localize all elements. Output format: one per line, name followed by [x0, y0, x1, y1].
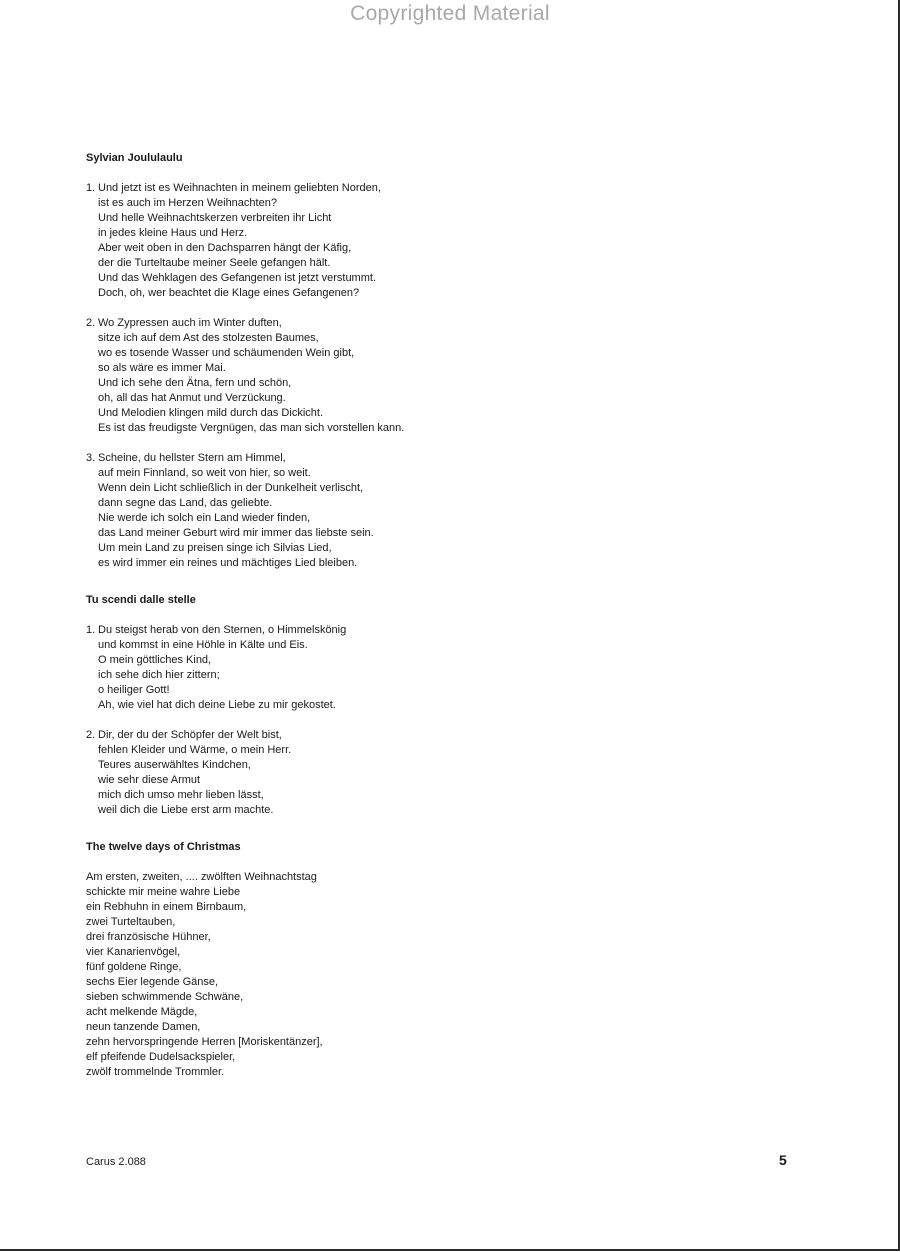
- verse-line-text: Und jetzt ist es Weihnachten in meinem geliebten Norden,: [98, 182, 381, 194]
- verse-line-text: sechs Eier legende Gänse,: [86, 976, 219, 988]
- verse-line-text: elf pfeifende Dudelsackspieler,: [86, 1051, 236, 1063]
- verse-line: [86, 803, 646, 818]
- verse-line: [86, 241, 646, 256]
- verse-line-text: Und Melodien klingen mild durch das Dickicht.: [98, 407, 323, 419]
- song-section: [86, 151, 646, 571]
- verse-line: [86, 361, 646, 376]
- verse-line: [86, 623, 646, 638]
- verse-line-text: Du steigst herab von den Sternen, o Himmelskönig: [98, 624, 347, 636]
- verse-line-text: Teures auserwähltes Kindchen,: [98, 759, 251, 771]
- verse-line-text: Um mein Land zu preisen singe ich Silvias Lied,: [98, 542, 332, 554]
- verse-line-text: vier Kanarienvögel,: [86, 946, 181, 958]
- verse-line: [86, 975, 646, 990]
- verse-line: [86, 945, 646, 960]
- verse-line: [86, 960, 646, 975]
- verse-line: [86, 885, 646, 900]
- song-section: [86, 593, 646, 818]
- verse-line: [86, 421, 646, 436]
- verse-line-text: schickte mir meine wahre Liebe: [86, 886, 241, 898]
- verse-line-text: zehn hervorspringende Herren [Moriskentänzer],: [86, 1036, 323, 1048]
- verse-line-text: fehlen Kleider und Wärme, o mein Herr.: [98, 744, 292, 756]
- verse-line-text: so als wäre es immer Mai.: [98, 362, 226, 374]
- verse-line-text: neun tanzende Damen,: [86, 1021, 201, 1033]
- verse: [86, 451, 646, 571]
- verse-line-text: weil dich die Liebe erst arm machte.: [98, 804, 274, 816]
- verse-line-text: acht melkende Mägde,: [86, 1006, 198, 1018]
- verse-line: [86, 331, 646, 346]
- verse-line: [86, 990, 646, 1005]
- verse-line: [86, 683, 646, 698]
- page-number: 5: [779, 1152, 787, 1168]
- verse-line: [86, 256, 646, 271]
- verse-line-text: O mein göttliches Kind,: [98, 654, 212, 666]
- catalog-number: Carus 2.088: [86, 1156, 146, 1168]
- verse-line: [86, 286, 646, 301]
- verse-line: [86, 376, 646, 391]
- song-title: Tu scendi dalle stelle: [86, 594, 196, 606]
- verse-line-text: Doch, oh, wer beachtet die Klage eines Gefangenen?: [98, 287, 360, 299]
- verse-line: [86, 181, 646, 196]
- verse-line-text: mich dich umso mehr lieben lässt,: [98, 789, 264, 801]
- verse-line: [86, 316, 646, 331]
- verse-line-text: Am ersten, zweiten, .... zwölften Weihnachtstag: [86, 871, 317, 883]
- verse-line: [86, 526, 646, 541]
- verse-line-text: Aber weit oben in den Dachsparren hängt der Käfig,: [98, 242, 352, 254]
- verse-line-text: Es ist das freudigste Vergnügen, das man sich vorstellen kann.: [98, 422, 405, 434]
- verse-line-text: und kommst in eine Höhle in Kälte und Eis.: [98, 639, 308, 651]
- verse: [86, 181, 646, 301]
- verse-line-text: ein Rebhuhn in einem Birnbaum,: [86, 901, 247, 913]
- song-title: The twelve days of Christmas: [86, 841, 241, 853]
- verse-line: [86, 1050, 646, 1065]
- verse-line: [86, 211, 646, 226]
- verse-line: [86, 196, 646, 211]
- verse-line: [86, 638, 646, 653]
- verse-number: 2.: [86, 317, 96, 329]
- verse-line: [86, 773, 646, 788]
- verse-line: [86, 511, 646, 526]
- verse-line: [86, 930, 646, 945]
- verse-line-text: ich sehe dich hier zittern;: [98, 669, 220, 681]
- verse-line: [86, 758, 646, 773]
- verse-line-text: Und ich sehe den Ätna, fern und schön,: [98, 377, 292, 389]
- verse-line-text: sitze ich auf dem Ast des stolzesten Baumes,: [98, 332, 319, 344]
- verse-line: [86, 406, 646, 421]
- verse-line-text: zwölf trommelnde Trommler.: [86, 1066, 225, 1078]
- verse-line: [86, 915, 646, 930]
- verse-line-text: Nie werde ich solch ein Land wieder finden,: [98, 512, 311, 524]
- verse-line: [86, 451, 646, 466]
- verse-line: [86, 541, 646, 556]
- verse-line: [86, 1005, 646, 1020]
- verse-line: [86, 698, 646, 713]
- verse-number: 1.: [86, 182, 96, 194]
- verse-line-text: auf mein Finnland, so weit von hier, so weit.: [98, 467, 311, 479]
- verse-line: [86, 466, 646, 481]
- verse-line: [86, 743, 646, 758]
- verse: [86, 728, 646, 818]
- verse: [86, 316, 646, 436]
- verse-line: [86, 788, 646, 803]
- verse-line-text: oh, all das hat Anmut und Verzückung.: [98, 392, 286, 404]
- verse-line-text: fünf goldene Ringe,: [86, 961, 182, 973]
- verse-line-text: wie sehr diese Armut: [98, 774, 201, 786]
- verse-line: [86, 870, 646, 885]
- verse: [86, 623, 646, 713]
- watermark: Copyrighted Material: [350, 2, 550, 25]
- lyrics-content: [86, 151, 646, 1102]
- verse-line: [86, 900, 646, 915]
- verse-number: 3.: [86, 452, 96, 464]
- verse-line: [86, 481, 646, 496]
- verse-line: [86, 226, 646, 241]
- song-section: [86, 840, 646, 1080]
- verse-line-text: o heiliger Gott!: [98, 684, 170, 696]
- verse-line-text: drei französische Hühner,: [86, 931, 211, 943]
- verse-line: [86, 1020, 646, 1035]
- verse-line-text: Dir, der du der Schöpfer der Welt bist,: [98, 729, 282, 741]
- verse-line: [86, 1065, 646, 1080]
- verse-line: [86, 271, 646, 286]
- verse-line: [86, 728, 646, 743]
- verse-line: [86, 346, 646, 361]
- verse-number: 1.: [86, 624, 96, 636]
- verse-line: [86, 653, 646, 668]
- verse-line-text: ist es auch im Herzen Weihnachten?: [98, 197, 277, 209]
- verse-line-text: Ah, wie viel hat dich deine Liebe zu mir gekostet.: [98, 699, 336, 711]
- verse-line: [86, 556, 646, 571]
- verse-number: 2.: [86, 729, 96, 741]
- verse-line-text: Wenn dein Licht schließlich in der Dunkelheit verlischt,: [98, 482, 364, 494]
- verse-line-text: das Land meiner Geburt wird mir immer das liebste sein.: [98, 527, 374, 539]
- verse-line-text: Wo Zypressen auch im Winter duften,: [98, 317, 282, 329]
- verse-line-text: der die Turteltaube meiner Seele gefangen hält.: [98, 257, 331, 269]
- verse-line: [86, 668, 646, 683]
- verse-line-text: dann segne das Land, das geliebte.: [98, 497, 273, 509]
- verse-line-text: es wird immer ein reines und mächtiges Lied bleiben.: [98, 557, 358, 569]
- verse-line-text: Und helle Weihnachtskerzen verbreiten ihr Licht: [98, 212, 332, 224]
- song-title: Sylvian Joululaulu: [86, 152, 183, 164]
- verse-line-text: Und das Wehklagen des Gefangenen ist jetzt verstummt.: [98, 272, 376, 284]
- verse-line-text: wo es tosende Wasser und schäumenden Wein gibt,: [98, 347, 355, 359]
- verse-line: [86, 496, 646, 511]
- verse-line-text: zwei Turteltauben,: [86, 916, 176, 928]
- verse-line-text: Scheine, du hellster Stern am Himmel,: [98, 452, 286, 464]
- verse-line-text: sieben schwimmende Schwäne,: [86, 991, 244, 1003]
- verse: [86, 870, 646, 1080]
- verse-line: [86, 391, 646, 406]
- verse-line-text: in jedes kleine Haus und Herz.: [98, 227, 248, 239]
- verse-line: [86, 1035, 646, 1050]
